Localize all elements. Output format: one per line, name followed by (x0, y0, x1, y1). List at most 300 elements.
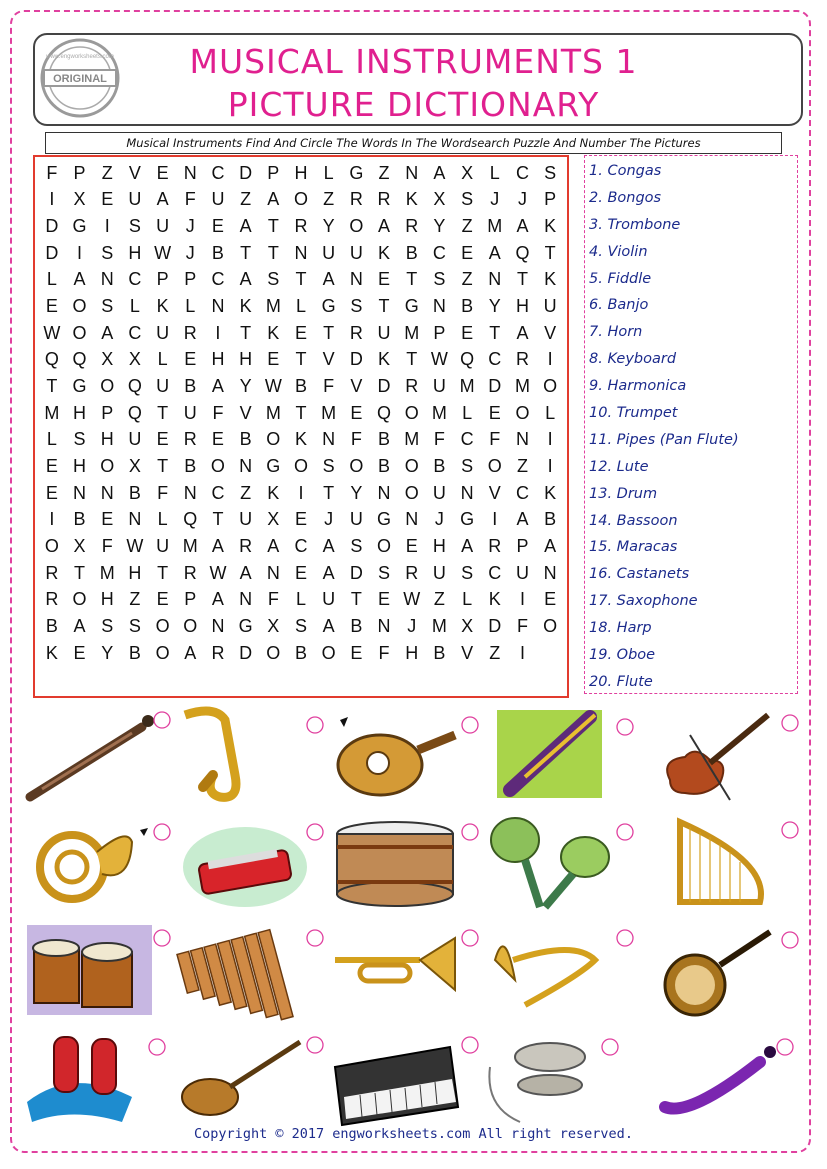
grid-letter[interactable]: I (298, 482, 304, 503)
grid-letter[interactable]: B (433, 455, 446, 476)
grid-letter[interactable]: E (488, 402, 501, 423)
grid-letter[interactable]: N (211, 296, 225, 317)
grid-letter[interactable]: L (295, 296, 306, 317)
grid-letter[interactable]: A (73, 269, 86, 290)
grid-letter[interactable]: J (490, 189, 500, 210)
grid-letter[interactable]: H (211, 349, 225, 370)
trumpet-picture[interactable] (330, 920, 480, 1020)
grid-letter[interactable]: I (492, 509, 498, 530)
grid-letter[interactable]: E (184, 349, 197, 370)
grid-letter[interactable]: O (404, 402, 419, 423)
grid-letter[interactable]: G (349, 162, 364, 183)
grid-letter[interactable]: P (156, 269, 169, 290)
grid-letter[interactable]: T (378, 296, 390, 317)
grid-letter[interactable]: R (183, 429, 197, 450)
grid-letter[interactable]: U (377, 322, 391, 343)
grid-letter[interactable]: V (544, 322, 557, 343)
grid-letter[interactable]: N (488, 269, 502, 290)
grid-letter[interactable]: Z (101, 162, 113, 183)
grid-letter[interactable]: E (211, 216, 224, 237)
grid-letter[interactable]: L (46, 269, 57, 290)
grid-letter[interactable]: F (323, 376, 335, 397)
grid-letter[interactable]: F (433, 429, 445, 450)
grid-letter[interactable]: G (321, 296, 336, 317)
grid-letter[interactable]: H (73, 455, 87, 476)
grid-letter[interactable]: K (405, 189, 418, 210)
grid-letter[interactable]: T (295, 269, 307, 290)
grid-letter[interactable]: R (211, 642, 225, 663)
grid-letter[interactable]: L (157, 349, 168, 370)
grid-letter[interactable]: O (266, 429, 281, 450)
grid-letter[interactable]: T (46, 376, 58, 397)
grid-letter[interactable]: K (488, 589, 501, 610)
grid-letter[interactable]: T (157, 562, 169, 583)
grid-letter[interactable]: N (239, 589, 253, 610)
grid-letter[interactable]: E (378, 269, 391, 290)
grid-letter[interactable]: T (212, 509, 224, 530)
grid-letter[interactable]: M (459, 376, 475, 397)
grid-letter[interactable]: T (267, 216, 279, 237)
grid-letter[interactable]: O (44, 535, 59, 556)
grid-letter[interactable]: B (128, 642, 141, 663)
grid-letter[interactable]: N (266, 562, 280, 583)
grid-letter[interactable]: I (519, 589, 525, 610)
grid-letter[interactable]: X (461, 615, 474, 636)
grid-letter[interactable]: U (349, 509, 363, 530)
grid-letter[interactable]: N (377, 615, 391, 636)
grid-letter[interactable]: N (460, 482, 474, 503)
grid-letter[interactable]: H (128, 242, 142, 263)
grid-letter[interactable]: E (156, 162, 169, 183)
grid-letter[interactable]: M (431, 615, 447, 636)
grid-letter[interactable]: U (211, 189, 225, 210)
grid-letter[interactable]: T (267, 242, 279, 263)
grid-letter[interactable]: O (404, 482, 419, 503)
grid-letter[interactable]: H (239, 349, 253, 370)
pan-flute-picture[interactable] (175, 920, 325, 1020)
grid-letter[interactable]: R (405, 216, 419, 237)
grid-letter[interactable]: U (156, 216, 170, 237)
grid-letter[interactable]: N (211, 615, 225, 636)
grid-letter[interactable]: Z (489, 642, 501, 663)
grid-letter[interactable]: L (295, 589, 306, 610)
grid-letter[interactable]: S (461, 562, 474, 583)
grid-letter[interactable]: N (515, 429, 529, 450)
grid-letter[interactable]: B (45, 615, 58, 636)
grid-letter[interactable]: H (432, 535, 446, 556)
grid-letter[interactable]: U (156, 535, 170, 556)
grid-letter[interactable]: K (294, 429, 307, 450)
grid-letter[interactable]: H (100, 429, 114, 450)
grid-letter[interactable]: E (294, 562, 307, 583)
castanets-picture[interactable] (485, 1027, 635, 1127)
grid-letter[interactable]: A (488, 242, 501, 263)
wordsearch-grid[interactable] (38, 160, 564, 693)
grid-letter[interactable]: U (543, 296, 557, 317)
grid-letter[interactable]: M (321, 402, 337, 423)
grid-letter[interactable]: U (156, 376, 170, 397)
grid-letter[interactable]: T (240, 322, 252, 343)
grid-letter[interactable]: E (73, 642, 86, 663)
grid-letter[interactable]: Z (461, 216, 473, 237)
grid-letter[interactable]: O (377, 535, 392, 556)
grid-letter[interactable]: O (72, 296, 87, 317)
grid-letter[interactable]: A (239, 216, 252, 237)
grid-letter[interactable]: N (349, 269, 363, 290)
grid-letter[interactable]: T (323, 322, 335, 343)
grid-letter[interactable]: Q (183, 509, 198, 530)
grid-letter[interactable]: W (126, 535, 144, 556)
grid-letter[interactable]: U (432, 562, 446, 583)
grid-letter[interactable]: R (183, 562, 197, 583)
grid-letter[interactable]: A (211, 535, 224, 556)
grid-letter[interactable]: A (267, 535, 280, 556)
grid-letter[interactable]: E (378, 589, 391, 610)
grid-letter[interactable]: J (324, 509, 334, 530)
grid-letter[interactable]: G (266, 455, 281, 476)
grid-letter[interactable]: M (265, 296, 281, 317)
grid-letter[interactable]: T (295, 349, 307, 370)
trombone-picture[interactable] (485, 705, 635, 805)
grid-letter[interactable]: I (49, 509, 55, 530)
grid-letter[interactable]: B (239, 429, 252, 450)
grid-letter[interactable]: L (157, 509, 168, 530)
grid-letter[interactable]: B (544, 509, 557, 530)
grid-letter[interactable]: W (154, 242, 172, 263)
grid-letter[interactable]: N (100, 269, 114, 290)
grid-letter[interactable]: F (212, 402, 224, 423)
grid-letter[interactable]: E (101, 189, 114, 210)
grid-letter[interactable]: P (101, 402, 114, 423)
grid-letter[interactable]: C (211, 482, 225, 503)
grid-letter[interactable]: K (267, 482, 280, 503)
grid-letter[interactable]: Y (322, 216, 335, 237)
grid-letter[interactable]: L (489, 162, 500, 183)
grid-letter[interactable]: G (72, 376, 87, 397)
grid-letter[interactable]: O (72, 322, 87, 343)
grid-letter[interactable]: S (294, 615, 307, 636)
grid-letter[interactable]: E (350, 402, 363, 423)
grid-letter[interactable]: E (45, 296, 58, 317)
grid-letter[interactable]: N (405, 509, 419, 530)
grid-letter[interactable]: F (101, 535, 113, 556)
grid-letter[interactable]: S (101, 296, 114, 317)
grid-letter[interactable]: R (294, 216, 308, 237)
grid-letter[interactable]: E (544, 589, 557, 610)
grid-letter[interactable]: J (185, 216, 195, 237)
grid-letter[interactable]: V (128, 162, 141, 183)
grid-letter[interactable]: L (462, 589, 473, 610)
grid-letter[interactable]: I (547, 429, 553, 450)
grid-letter[interactable]: A (101, 322, 114, 343)
grid-letter[interactable]: D (45, 216, 59, 237)
grid-letter[interactable]: C (515, 482, 529, 503)
grid-letter[interactable]: K (544, 482, 557, 503)
grid-letter[interactable]: B (378, 429, 391, 450)
harmonica-picture[interactable] (175, 812, 325, 912)
grid-letter[interactable]: T (323, 482, 335, 503)
grid-letter[interactable]: N (128, 509, 142, 530)
grid-letter[interactable]: S (101, 615, 114, 636)
grid-letter[interactable]: Q (377, 402, 392, 423)
grid-letter[interactable]: T (157, 402, 169, 423)
grid-letter[interactable]: Q (127, 402, 142, 423)
grid-letter[interactable]: F (489, 429, 501, 450)
grid-letter[interactable]: E (45, 482, 58, 503)
grid-letter[interactable]: A (322, 535, 335, 556)
grid-letter[interactable]: N (100, 482, 114, 503)
grid-letter[interactable]: D (349, 562, 363, 583)
keyboard-picture[interactable] (330, 1027, 480, 1127)
grid-letter[interactable]: Z (240, 482, 252, 503)
grid-letter[interactable]: Q (515, 242, 530, 263)
grid-letter[interactable]: A (544, 535, 557, 556)
grid-letter[interactable]: B (128, 482, 141, 503)
grid-letter[interactable]: U (322, 589, 336, 610)
grid-letter[interactable]: T (406, 269, 418, 290)
grid-letter[interactable]: V (461, 642, 474, 663)
grid-letter[interactable]: N (239, 455, 253, 476)
grid-letter[interactable]: U (239, 509, 253, 530)
grid-letter[interactable]: O (210, 455, 225, 476)
grid-letter[interactable]: C (211, 162, 225, 183)
grid-letter[interactable]: N (183, 162, 197, 183)
grid-letter[interactable]: E (405, 535, 418, 556)
grid-letter[interactable]: S (544, 162, 557, 183)
grid-letter[interactable]: W (430, 349, 448, 370)
grid-letter[interactable]: M (431, 402, 447, 423)
grid-letter[interactable]: U (128, 189, 142, 210)
grid-letter[interactable]: M (487, 216, 503, 237)
grid-letter[interactable]: R (377, 189, 391, 210)
grid-letter[interactable]: N (322, 429, 336, 450)
grid-letter[interactable]: T (489, 322, 501, 343)
grid-letter[interactable]: S (322, 455, 335, 476)
grid-letter[interactable]: D (488, 615, 502, 636)
grid-letter[interactable]: F (516, 615, 528, 636)
grid-letter[interactable]: H (128, 562, 142, 583)
grid-letter[interactable]: U (432, 482, 446, 503)
grid-letter[interactable]: I (77, 242, 83, 263)
grid-letter[interactable]: O (72, 589, 87, 610)
grid-letter[interactable]: B (294, 642, 307, 663)
grid-letter[interactable]: I (519, 642, 525, 663)
grid-letter[interactable]: N (432, 296, 446, 317)
grid-letter[interactable]: V (322, 349, 335, 370)
grid-letter[interactable]: S (350, 296, 363, 317)
grid-letter[interactable]: S (461, 189, 474, 210)
grid-letter[interactable]: Q (44, 349, 59, 370)
grid-letter[interactable]: O (515, 402, 530, 423)
grid-letter[interactable]: Y (101, 642, 114, 663)
grid-letter[interactable]: E (211, 429, 224, 450)
grid-letter[interactable]: R (45, 589, 59, 610)
grid-letter[interactable]: T (295, 402, 307, 423)
grid-letter[interactable]: R (488, 535, 502, 556)
grid-letter[interactable]: R (405, 376, 419, 397)
grid-letter[interactable]: O (155, 642, 170, 663)
grid-letter[interactable]: W (43, 322, 61, 343)
grid-letter[interactable]: H (405, 642, 419, 663)
grid-letter[interactable]: A (322, 269, 335, 290)
grid-letter[interactable]: I (49, 189, 55, 210)
grid-letter[interactable]: R (183, 322, 197, 343)
grid-letter[interactable]: D (45, 242, 59, 263)
grid-letter[interactable]: A (267, 189, 280, 210)
grid-letter[interactable]: B (461, 296, 474, 317)
grid-letter[interactable]: G (72, 216, 87, 237)
drum-picture[interactable] (330, 812, 480, 912)
grid-letter[interactable]: D (488, 376, 502, 397)
grid-letter[interactable]: A (156, 189, 169, 210)
grid-letter[interactable]: O (543, 615, 558, 636)
grid-letter[interactable]: Y (239, 376, 252, 397)
grid-letter[interactable]: C (515, 162, 529, 183)
grid-letter[interactable]: V (239, 402, 252, 423)
grid-letter[interactable]: U (128, 429, 142, 450)
grid-letter[interactable]: C (488, 562, 502, 583)
grid-letter[interactable]: O (349, 455, 364, 476)
grid-letter[interactable]: K (239, 296, 252, 317)
grid-letter[interactable]: S (350, 535, 363, 556)
grid-letter[interactable]: A (211, 589, 224, 610)
grid-letter[interactable]: O (349, 216, 364, 237)
grid-letter[interactable]: E (350, 642, 363, 663)
grid-letter[interactable]: C (460, 429, 474, 450)
grid-letter[interactable]: O (293, 189, 308, 210)
grid-letter[interactable]: Q (127, 376, 142, 397)
grid-letter[interactable]: A (378, 216, 391, 237)
grid-letter[interactable]: H (73, 402, 87, 423)
grid-letter[interactable]: U (349, 242, 363, 263)
grid-letter[interactable]: O (321, 642, 336, 663)
grid-letter[interactable]: I (215, 322, 221, 343)
grid-letter[interactable]: H (294, 162, 308, 183)
grid-letter[interactable]: G (238, 615, 253, 636)
grid-letter[interactable]: N (405, 162, 419, 183)
horn-picture[interactable] (22, 812, 172, 912)
grid-letter[interactable]: T (406, 349, 418, 370)
grid-letter[interactable]: P (516, 535, 529, 556)
grid-letter[interactable]: T (74, 562, 86, 583)
grid-letter[interactable]: B (294, 376, 307, 397)
grid-letter[interactable]: B (433, 642, 446, 663)
grid-letter[interactable]: D (239, 642, 253, 663)
congas-picture[interactable] (22, 1027, 172, 1127)
grid-letter[interactable]: T (516, 269, 528, 290)
grid-letter[interactable]: E (461, 322, 474, 343)
grid-letter[interactable]: G (377, 509, 392, 530)
grid-letter[interactable]: E (156, 429, 169, 450)
grid-letter[interactable]: U (183, 402, 197, 423)
grid-letter[interactable]: S (73, 429, 86, 450)
grid-letter[interactable]: X (461, 162, 474, 183)
grid-letter[interactable]: J (185, 242, 195, 263)
lute-picture[interactable] (330, 705, 480, 805)
grid-letter[interactable]: O (293, 455, 308, 476)
grid-letter[interactable]: O (404, 455, 419, 476)
grid-letter[interactable]: Z (461, 269, 473, 290)
grid-letter[interactable]: U (322, 242, 336, 263)
grid-letter[interactable]: N (377, 482, 391, 503)
grid-letter[interactable]: L (129, 296, 140, 317)
grid-letter[interactable]: S (128, 216, 141, 237)
grid-letter[interactable]: K (156, 296, 169, 317)
grid-letter[interactable]: F (46, 162, 58, 183)
horn-trumpet-picture[interactable] (485, 920, 635, 1020)
grid-letter[interactable]: V (488, 482, 501, 503)
grid-letter[interactable]: B (405, 242, 418, 263)
grid-letter[interactable]: M (265, 402, 281, 423)
bongos-picture[interactable] (22, 920, 172, 1020)
grid-letter[interactable]: O (487, 455, 502, 476)
grid-letter[interactable]: Z (323, 189, 335, 210)
grid-letter[interactable]: F (378, 642, 390, 663)
grid-letter[interactable]: B (184, 376, 197, 397)
grid-letter[interactable]: L (46, 429, 57, 450)
violin-picture[interactable] (650, 705, 800, 805)
grid-letter[interactable]: N (543, 562, 557, 583)
grid-letter[interactable]: G (404, 296, 419, 317)
grid-letter[interactable]: E (294, 509, 307, 530)
fiddle-picture[interactable] (175, 1027, 325, 1127)
grid-letter[interactable]: X (73, 189, 86, 210)
banjo-picture[interactable] (650, 920, 800, 1020)
grid-letter[interactable]: K (544, 216, 557, 237)
grid-letter[interactable]: A (184, 642, 197, 663)
grid-letter[interactable]: J (517, 189, 527, 210)
grid-letter[interactable]: X (101, 349, 114, 370)
grid-letter[interactable]: M (404, 429, 420, 450)
grid-letter[interactable]: H (100, 589, 114, 610)
grid-letter[interactable]: C (128, 322, 142, 343)
grid-letter[interactable]: R (349, 322, 363, 343)
grid-letter[interactable]: X (128, 349, 141, 370)
grid-letter[interactable]: D (239, 162, 253, 183)
grid-letter[interactable]: B (184, 455, 197, 476)
saxophone-picture[interactable] (175, 705, 325, 805)
grid-letter[interactable]: O (100, 376, 115, 397)
grid-letter[interactable]: T (240, 242, 252, 263)
grid-letter[interactable]: K (544, 269, 557, 290)
grid-letter[interactable]: Z (433, 589, 445, 610)
grid-letter[interactable]: F (350, 429, 362, 450)
grid-letter[interactable]: W (209, 562, 227, 583)
grid-letter[interactable]: W (403, 589, 421, 610)
grid-letter[interactable]: O (266, 642, 281, 663)
grid-letter[interactable]: F (267, 589, 279, 610)
grid-letter[interactable]: P (433, 322, 446, 343)
grid-letter[interactable]: A (322, 562, 335, 583)
grid-letter[interactable]: N (183, 482, 197, 503)
grid-letter[interactable]: S (101, 242, 114, 263)
grid-letter[interactable]: M (182, 535, 198, 556)
grid-letter[interactable]: D (349, 349, 363, 370)
grid-letter[interactable]: P (184, 269, 197, 290)
grid-letter[interactable]: O (100, 455, 115, 476)
grid-letter[interactable]: E (294, 322, 307, 343)
grid-letter[interactable]: Y (350, 482, 363, 503)
grid-letter[interactable]: W (264, 376, 282, 397)
grid-letter[interactable]: L (185, 296, 196, 317)
harp-picture[interactable] (650, 812, 800, 912)
grid-letter[interactable]: C (294, 535, 308, 556)
grid-letter[interactable]: C (128, 269, 142, 290)
grid-letter[interactable]: R (45, 562, 59, 583)
grid-letter[interactable]: T (544, 242, 556, 263)
grid-letter[interactable]: K (378, 349, 391, 370)
grid-letter[interactable]: Z (129, 589, 141, 610)
